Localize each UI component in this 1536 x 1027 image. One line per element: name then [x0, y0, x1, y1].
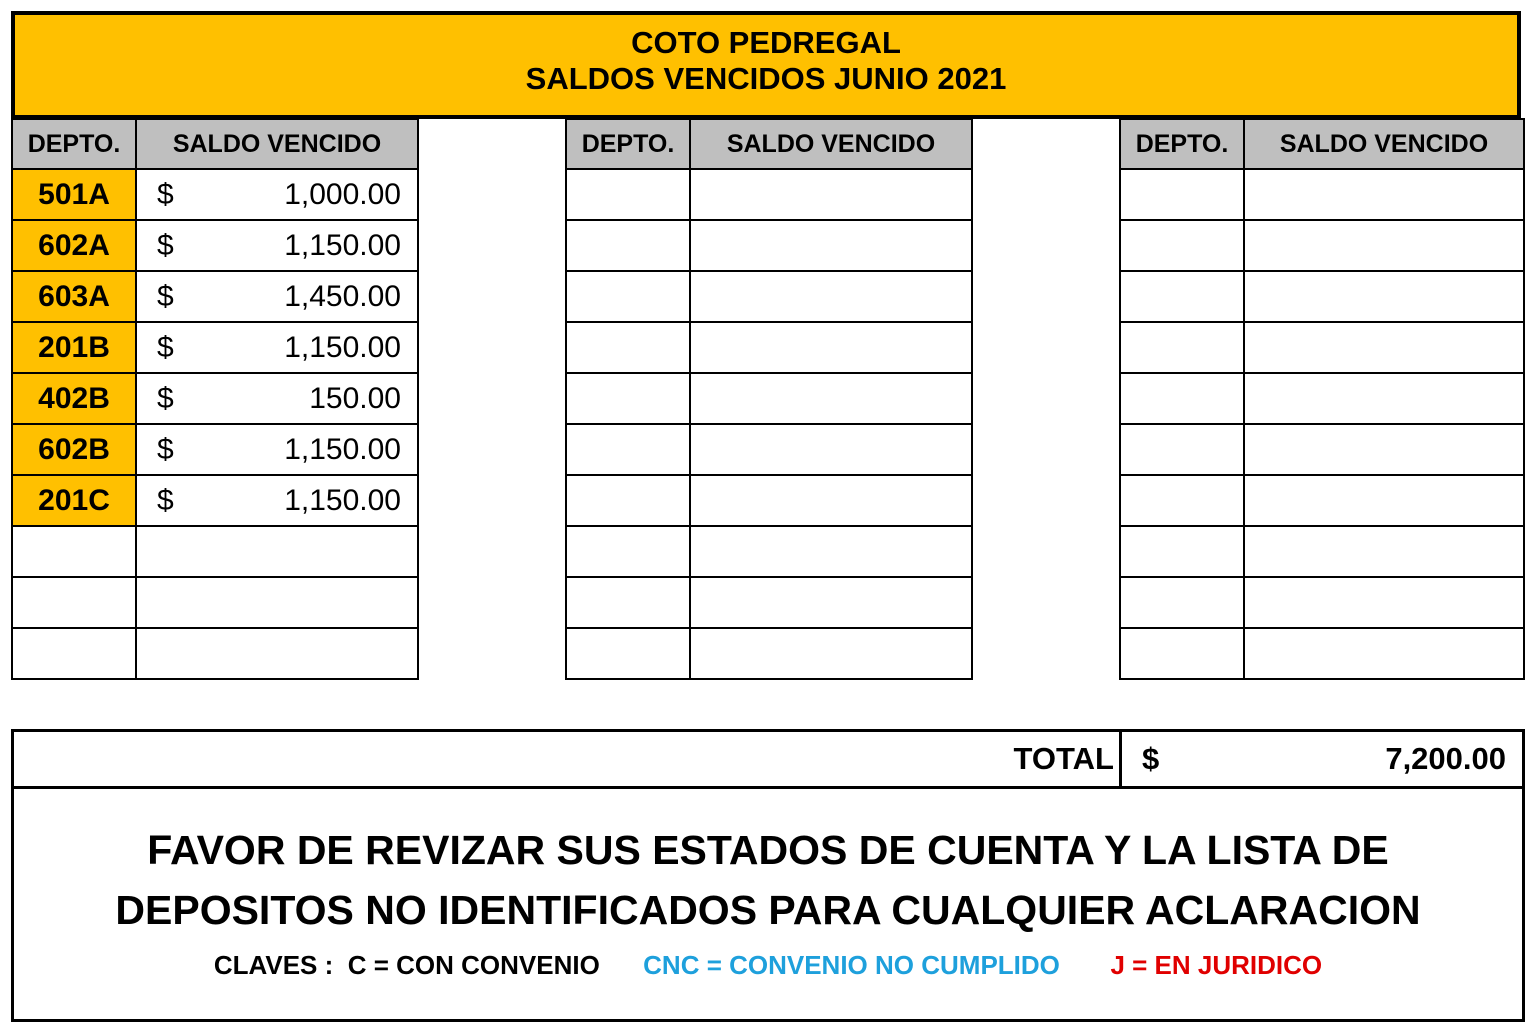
depto-cell: 501A [12, 169, 136, 220]
depto-cell [566, 526, 690, 577]
table-header-row [1120, 119, 1524, 169]
saldo-cell [1244, 526, 1524, 577]
keys-legend [14, 948, 1522, 982]
table-row [566, 169, 972, 220]
depto-cell [1120, 577, 1244, 628]
saldo-cell [690, 220, 972, 271]
table-row [566, 475, 972, 526]
saldo-cell [690, 271, 972, 322]
currency-symbol: $ [157, 432, 174, 466]
amount-value: 1,150.00 [284, 432, 401, 466]
table-row [12, 220, 418, 271]
saldo-cell [136, 220, 418, 271]
depto-cell: 602A [12, 220, 136, 271]
total-divider [1119, 732, 1122, 786]
saldo-cell [1244, 628, 1524, 679]
table-row [1120, 220, 1524, 271]
table-row [12, 271, 418, 322]
table-row [1120, 169, 1524, 220]
saldo-cell [136, 475, 418, 526]
table-row [1120, 475, 1524, 526]
table-row [12, 373, 418, 424]
table-row [566, 322, 972, 373]
amount-value: 1,000.00 [284, 177, 401, 211]
saldo-cell [136, 322, 418, 373]
depto-cell [566, 628, 690, 679]
saldo-cell [136, 169, 418, 220]
amount-value: 1,150.00 [284, 330, 401, 364]
depto-cell [566, 169, 690, 220]
depto-cell: 201C [12, 475, 136, 526]
table-row [1120, 322, 1524, 373]
title-line-1: COTO PEDREGAL [631, 25, 901, 60]
currency-symbol: $ [157, 330, 174, 364]
table-row [12, 475, 418, 526]
saldo-cell [1244, 322, 1524, 373]
depto-cell [12, 628, 136, 679]
balance-table-2 [565, 118, 973, 680]
depto-cell: 201B [12, 322, 136, 373]
table-row [1120, 271, 1524, 322]
currency-symbol: $ [157, 483, 174, 517]
balance-table-1 [11, 118, 419, 680]
table-row [1120, 373, 1524, 424]
saldo-cell [1244, 577, 1524, 628]
saldo-header: SALDO VENCIDO [136, 119, 418, 169]
depto-cell [1120, 424, 1244, 475]
depto-cell: 402B [12, 373, 136, 424]
saldo-cell [136, 271, 418, 322]
saldo-cell [136, 628, 418, 679]
saldo-cell [1244, 271, 1524, 322]
saldo-cell [690, 169, 972, 220]
amount-value: 1,150.00 [284, 228, 401, 262]
summary-box [11, 729, 1525, 1022]
total-row [14, 732, 1522, 789]
table-header-row [12, 119, 418, 169]
notice-line-2: DEPOSITOS NO IDENTIFICADOS PARA CUALQUIER ACLARACION [115, 887, 1421, 933]
notice-text [14, 820, 1522, 940]
table-row [566, 577, 972, 628]
amount-value: 150.00 [309, 381, 401, 415]
currency-symbol: $ [157, 381, 174, 415]
saldo-cell [1244, 220, 1524, 271]
table-row [12, 169, 418, 220]
depto-cell [12, 526, 136, 577]
saldo-cell [1244, 373, 1524, 424]
saldo-cell [690, 577, 972, 628]
depto-cell [1120, 322, 1244, 373]
table-row [12, 424, 418, 475]
saldo-cell [136, 526, 418, 577]
table-header-row [566, 119, 972, 169]
saldo-cell [136, 373, 418, 424]
depto-cell [12, 577, 136, 628]
table-row [12, 577, 418, 628]
depto-cell [1120, 220, 1244, 271]
depto-cell [566, 424, 690, 475]
saldo-header: SALDO VENCIDO [1244, 119, 1524, 169]
saldo-cell [690, 322, 972, 373]
depto-cell [1120, 526, 1244, 577]
table-row [566, 424, 972, 475]
table-row [12, 526, 418, 577]
title-banner [11, 11, 1521, 119]
saldo-cell [690, 373, 972, 424]
depto-cell [566, 220, 690, 271]
depto-cell: 603A [12, 271, 136, 322]
table-row [1120, 526, 1524, 577]
key-convenio-no-cumplido: CNC = CONVENIO NO CUMPLIDO [643, 950, 1060, 980]
table-row [1120, 424, 1524, 475]
currency-symbol: $ [157, 279, 174, 313]
table-row [566, 220, 972, 271]
depto-cell [1120, 169, 1244, 220]
depto-header: DEPTO. [1120, 119, 1244, 169]
depto-cell [566, 373, 690, 424]
table-row [12, 322, 418, 373]
saldo-cell [1244, 475, 1524, 526]
currency-symbol: $ [157, 177, 174, 211]
saldo-cell [690, 526, 972, 577]
total-currency-symbol: $ [1142, 741, 1160, 776]
saldo-cell [690, 628, 972, 679]
table-row [1120, 628, 1524, 679]
depto-cell [1120, 373, 1244, 424]
saldo-cell [690, 424, 972, 475]
depto-cell [566, 322, 690, 373]
total-value: 7,200.00 [1385, 741, 1506, 776]
key-juridico: J = EN JURIDICO [1110, 950, 1323, 980]
amount-value: 1,150.00 [284, 483, 401, 517]
saldo-cell [136, 424, 418, 475]
title-line-2: SALDOS VENCIDOS JUNIO 2021 [525, 61, 1007, 96]
depto-header: DEPTO. [12, 119, 136, 169]
depto-cell [566, 577, 690, 628]
table-row [566, 271, 972, 322]
currency-symbol: $ [157, 228, 174, 262]
key-convenio: CLAVES : C = CON CONVENIO [213, 950, 600, 980]
depto-cell [1120, 628, 1244, 679]
saldo-cell [690, 475, 972, 526]
depto-cell [566, 271, 690, 322]
table-row [1120, 577, 1524, 628]
depto-cell: 602B [12, 424, 136, 475]
saldo-cell [1244, 424, 1524, 475]
depto-cell [566, 475, 690, 526]
saldo-cell [1244, 169, 1524, 220]
depto-cell [1120, 271, 1244, 322]
saldo-cell [136, 577, 418, 628]
depto-cell [1120, 475, 1244, 526]
table-row [566, 373, 972, 424]
table-row [566, 526, 972, 577]
table-row [12, 628, 418, 679]
balance-table-3 [1119, 118, 1525, 680]
total-label: TOTAL [1013, 741, 1114, 776]
table-row [566, 628, 972, 679]
amount-value: 1,450.00 [284, 279, 401, 313]
depto-header: DEPTO. [566, 119, 690, 169]
notice-line-1: FAVOR DE REVIZAR SUS ESTADOS DE CUENTA Y LA LISTA DE [147, 827, 1389, 873]
saldo-header: SALDO VENCIDO [690, 119, 972, 169]
